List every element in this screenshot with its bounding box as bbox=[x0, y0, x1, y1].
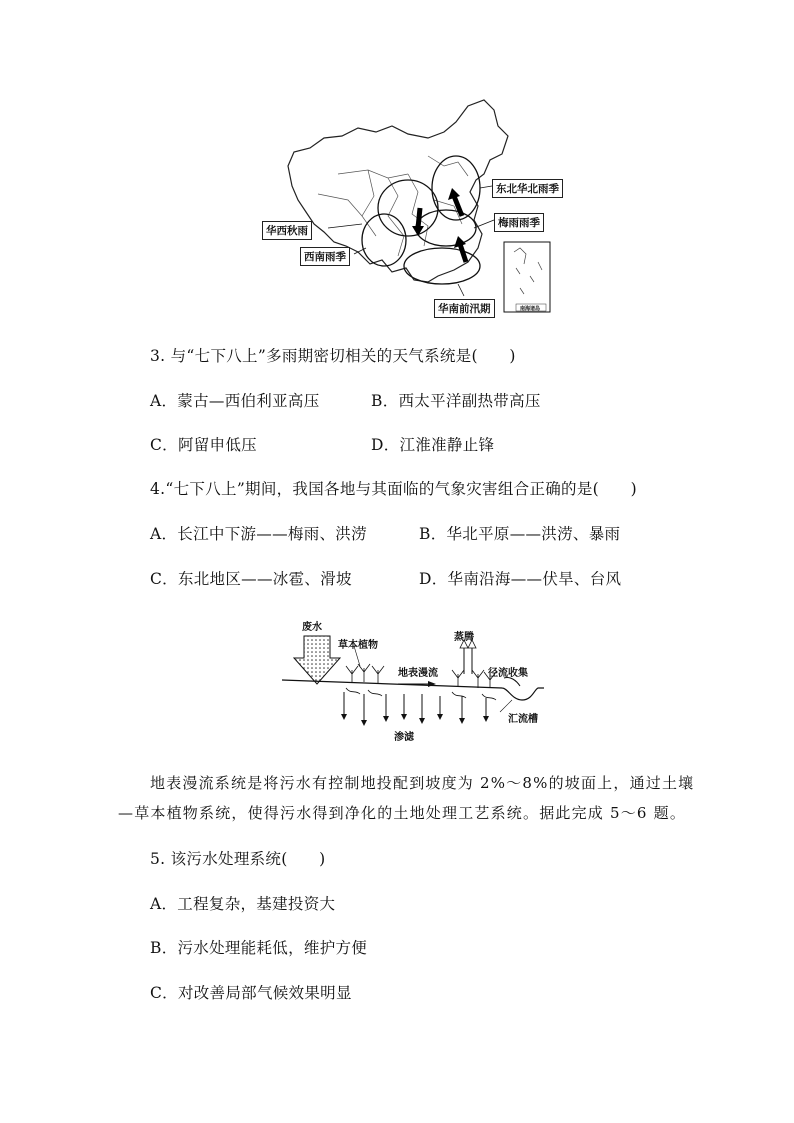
intro-line-1: 地表漫流系统是将污水有控制地投配到坡度为 2%～8%的坡面上，通过土壤 bbox=[150, 774, 695, 792]
q5-option-a: A．工程复杂，基建投资大 bbox=[150, 895, 336, 913]
label-waste-water: 废水 bbox=[302, 622, 322, 633]
q5-option-c: C．对改善局部气候效果明显 bbox=[150, 984, 352, 1002]
q3-option-b: B．西太平洋副热带高压 bbox=[371, 392, 541, 410]
map-label-west-autumn: 华西秋雨 bbox=[262, 221, 312, 240]
q4-option-b: B．华北平原——洪涝、暴雨 bbox=[419, 525, 621, 543]
diagram-drawing bbox=[282, 614, 544, 744]
map-label-southwest: 西南雨季 bbox=[300, 247, 350, 266]
map-label-northeast: 东北华北雨季 bbox=[492, 179, 563, 198]
q5-option-b: B．污水处理能耗低，维护方便 bbox=[150, 939, 368, 957]
q3-option-d: D．江淮准静止锋 bbox=[371, 436, 495, 454]
label-grass: 草本植物 bbox=[338, 640, 378, 651]
label-evaporation: 蒸腾 bbox=[454, 632, 474, 643]
map-drawing bbox=[258, 96, 554, 318]
overland-flow-diagram bbox=[282, 614, 544, 744]
map-label-south-early: 华南前汛期 bbox=[434, 299, 495, 318]
q4-option-a: A．长江中下游——梅雨、洪涝 bbox=[150, 525, 367, 543]
label-overland-flow: 地表漫流 bbox=[398, 668, 438, 679]
q3-option-c: C．阿留申低压 bbox=[150, 436, 257, 454]
intro-line-2: —草本植物系统，使得污水得到净化的土地处理工艺系统。据此完成 5～6 题。 bbox=[118, 804, 687, 822]
q3-option-a: A．蒙古—西伯利亚高压 bbox=[150, 392, 320, 410]
q3-stem: 3. 与“七下八上”多雨期密切相关的天气系统是( ) bbox=[150, 347, 516, 365]
map-label-meiyu: 梅雨雨季 bbox=[494, 213, 544, 232]
q4-stem: 4.“七下八上”期间，我国各地与其面临的气象灾害组合正确的是( ) bbox=[150, 480, 637, 498]
label-runoff: 径流收集 bbox=[488, 668, 528, 679]
label-seepage: 渗滤 bbox=[394, 732, 414, 743]
q5-stem: 5. 该污水处理系统( ) bbox=[150, 850, 326, 868]
q4-option-d: D．华南沿海——伏旱、台风 bbox=[419, 570, 622, 588]
q4-option-c: C．东北地区——冰雹、滑坡 bbox=[150, 570, 352, 588]
china-rain-map bbox=[258, 96, 559, 318]
map-inset-label: 南海诸岛 bbox=[520, 306, 541, 312]
label-channel: 汇流槽 bbox=[508, 714, 538, 725]
